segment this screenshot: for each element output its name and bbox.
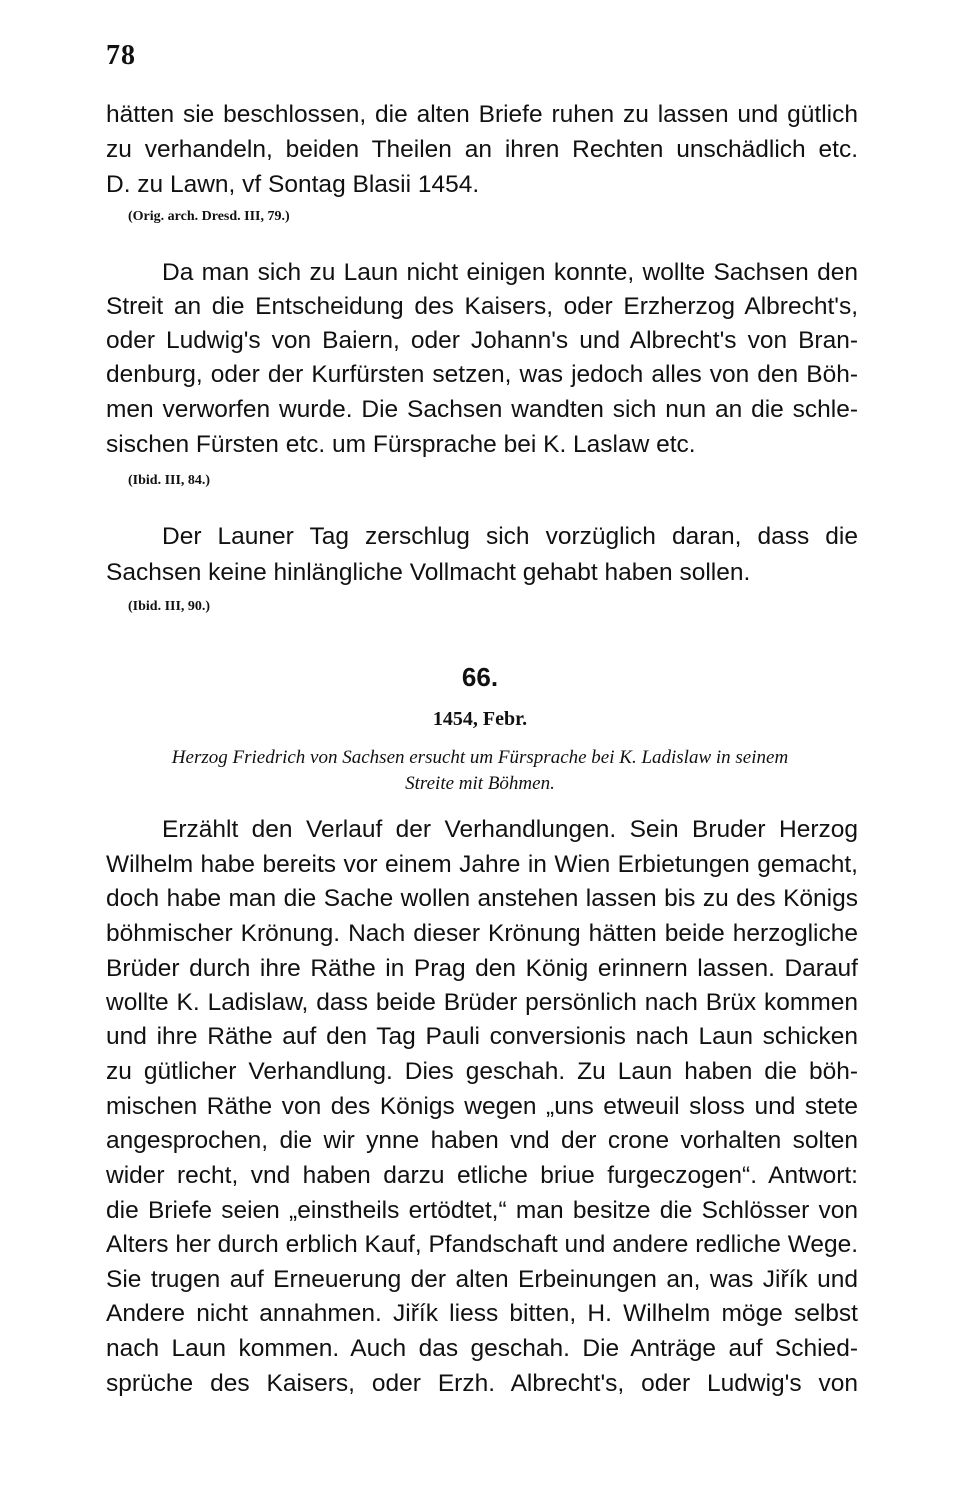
text-line: Streit an die Entscheidung des Kaisers, oder Erzherzog Albrecht's, [106,293,858,320]
text-line: Brüder durch ihre Räthe in Prag den König erinnern lassen. Darauf [106,955,858,982]
text-line: men verworfen wurde. Die Sachsen wandten sich nun an die schle- [106,396,858,423]
document-date: 1454, Febr. [432,708,528,730]
document-number: 66. [461,662,499,692]
text-line: Sachsen keine hinlängliche Vollmacht gehabt haben sollen. [106,559,751,586]
citation: (Ibid. III, 84.) [128,473,211,488]
text-line: oder Ludwig's von Baiern, oder Johann's und Albrecht's von Bran- [106,327,858,354]
text-line: Alters her durch erblich Kauf, Pfandschaft und andere redliche Wege. [106,1231,859,1258]
text-line: Da man sich zu Laun nicht einigen konnte, wollte Sachsen den [162,259,858,286]
text-line: Erzählt den Verlauf der Verhandlungen. Sein Bruder Herzog [162,816,858,843]
text-line: D. zu Lawn, vf Sontag Blasii 1454. [106,171,480,198]
text-line: mischen Räthe von des Königs wegen „uns etweuil sloss und stete [106,1093,858,1120]
text-line: angesprochen, die wir ynne haben vnd der crone vorhalten solten [106,1127,858,1154]
document-summary-line: Herzog Friedrich von Sachsen ersucht um Fürsprache bei K. Ladislaw in seinem [171,747,789,768]
text-line: nach Laun kommen. Auch das geschah. Die Anträge auf Schied- [106,1335,858,1362]
text-line: denburg, oder der Kurfürsten setzen, was jedoch alles von den Böh- [106,361,858,388]
text-line: die Briefe seien „einstheils ertödtet,“ man besitze die Schlösser von [106,1197,858,1224]
document-summary-line: Streite mit Böhmen. [405,773,555,794]
text-line: hätten sie beschlossen, die alten Briefe ruhen zu lassen und gütlich [106,101,858,128]
text-line: sprüche des Kaisers, oder Erzh. Albrecht's, oder Ludwig's von [106,1370,858,1397]
page-number: 78 [106,40,136,71]
text-line: wollte K. Ladislaw, dass beide Brüder persönlich nach Brüx kommen [106,989,858,1016]
text-line: doch habe man die Sache wollen anstehen lassen bis zu des Königs [106,885,858,912]
text-line: zu verhandeln, beiden Theilen an ihren Rechten unschädlich etc. [106,136,858,163]
text-line: zu gütlicher Verhandlung. Dies geschah. Zu Laun haben die böh- [106,1058,858,1085]
text-line: Sie trugen auf Erneuerung der alten Erbeinungen an, was Jiřík und [106,1266,858,1293]
text-line: Wilhelm habe bereits vor einem Jahre in Wien Erbietungen gemacht, [106,851,858,878]
text-line: wider recht, vnd haben darzu etliche briue furgeczogen“. Antwort: [106,1162,858,1189]
citation: (Ibid. III, 90.) [128,599,211,614]
text-line: und ihre Räthe auf den Tag Pauli conversionis nach Laun schicken [106,1023,858,1050]
text-line: böhmischer Krönung. Nach dieser Krönung hätten beide herzogliche [106,920,858,947]
text-line: Der Launer Tag zerschlug sich vorzüglich daran, dass die [162,523,858,550]
text-line: sischen Fürsten etc. um Fürsprache bei K. Laslaw etc. [106,431,696,458]
citation: (Orig. arch. Dresd. III, 79.) [128,209,290,224]
text-line: Andere nicht annahmen. Jiřík liess bitten, H. Wilhelm möge selbst [106,1300,858,1327]
